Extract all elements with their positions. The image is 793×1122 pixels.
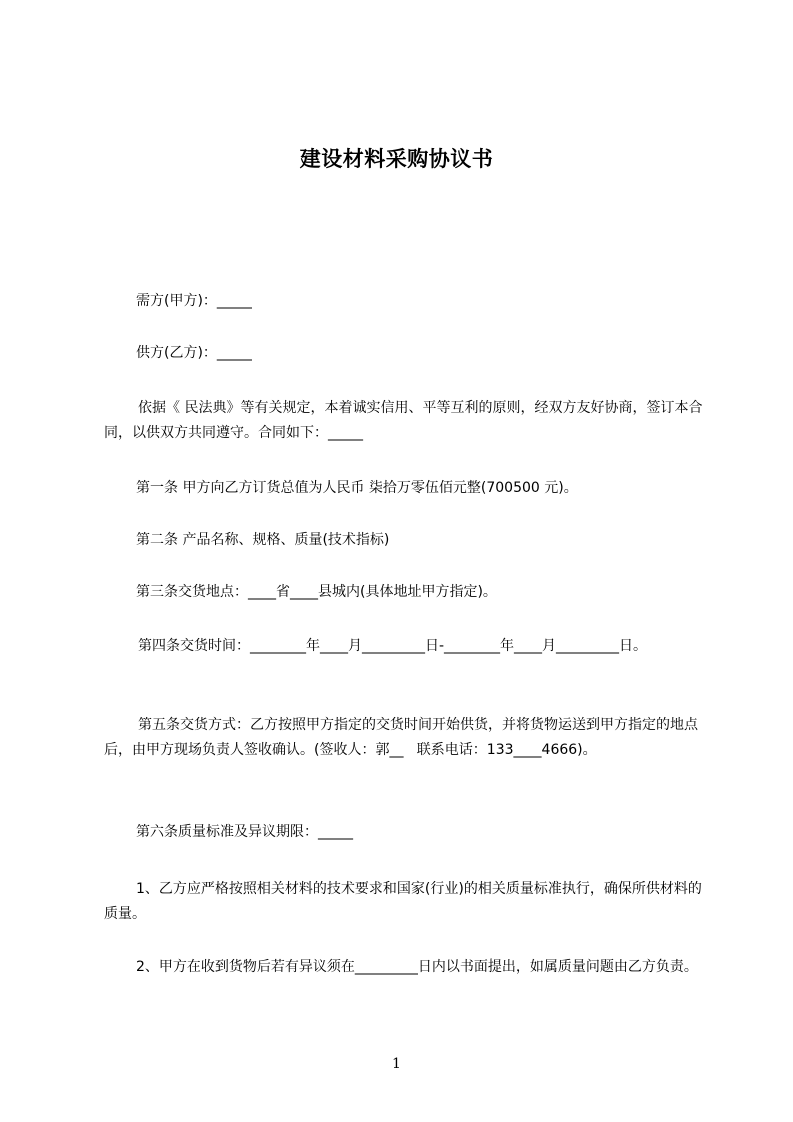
preamble-paragraph: 依据《 民法典》等有关规定，本着诚实信用、平等互利的原则，经双方友好协商，签订本合同，以供双方共同遵守。合同如下：_____	[104, 400, 703, 441]
article-3: 第三条交货地点：____省____县城内(具体地址甲方指定)。	[136, 584, 497, 600]
article-4: 第四条交货时间：________年____月_________日-________年____月_________日。	[138, 638, 648, 654]
clause-6-1: 1、乙方应严格按照相关材料的技术要求和国家(行业)的相关质量标准执行，确保所供材料的质量。	[104, 881, 702, 922]
party-a-line: 需方(甲方)：_____	[136, 293, 252, 309]
page-number: 1	[392, 1056, 401, 1072]
article-1: 第一条 甲方向乙方订货总值为人民币 柒拾万零伍佰元整(700500 元)。	[136, 480, 578, 496]
article-6: 第六条质量标准及异议期限：_____	[136, 824, 353, 840]
article-5: 第五条交货方式：乙方按照甲方指定的交货时间开始供货，并将货物运送到甲方指定的地点后，由甲方现场负责人签收确认。(签收人：郭__ 联系电话：133____4666)。	[104, 717, 698, 758]
article-2: 第二条 产品名称、规格、质量(技术指标)	[136, 532, 390, 548]
clause-6-2: 2、甲方在收到货物后若有异议须在_________日内以书面提出，如属质量问题由乙方负责。	[136, 959, 698, 975]
party-b-line: 供方(乙方)：_____	[136, 345, 252, 361]
document-title: 建设材料采购协议书	[299, 147, 494, 171]
